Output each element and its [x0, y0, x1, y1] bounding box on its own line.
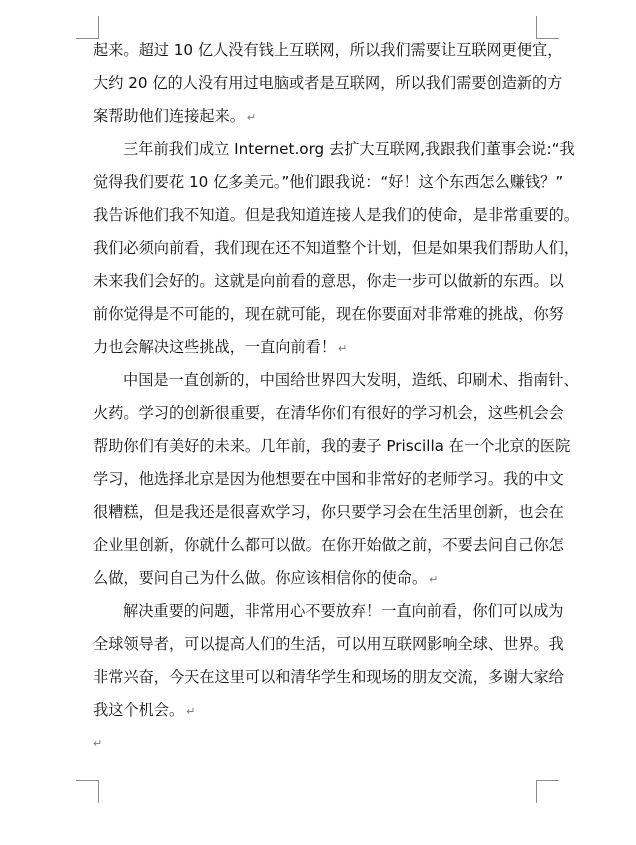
- text-line: 起来。超过 10 亿人没有钱上互联网，所以我们需要让互联网更便宜，: [93, 41, 563, 59]
- text-line-content: 力也会解决这些挑战，一直向前看！: [93, 338, 336, 356]
- text-line: 前你觉得是不可能的，现在就可能，现在你要面对非常难的挑战，你努: [93, 305, 564, 323]
- text-line: 中国是一直创新的，中国给世界四大发明，造纸、印刷术、指南针、: [123, 371, 579, 389]
- paragraph-2: [93, 133, 579, 364]
- text-line: 未来我们会好的。这就是向前看的意思，你走一步可以做新的东西。以: [93, 272, 564, 290]
- text-line: 三年前我们成立 Internet.org 去扩大互联网,我跟我们董事会说:“我: [123, 140, 575, 158]
- paragraph-mark-icon: ↵: [186, 705, 196, 718]
- text-line: 火药。学习的创新很重要，在清华你们有很好的学习机会，这些机会会: [93, 404, 564, 422]
- text-line: 我告诉他们我不知道。但是我知道连接人是我们的使命，是非常重要的。: [93, 206, 579, 224]
- paragraph-1: [93, 34, 563, 133]
- bottom-left-crop-mark: [76, 780, 99, 803]
- text-line: [93, 694, 545, 727]
- text-line-content: 我这个机会。: [93, 701, 185, 719]
- text-line: 全球领导者，可以提高人们的生活，可以用互联网影响全球、世界。我: [93, 635, 564, 653]
- paragraph-mark-icon: ↵: [429, 573, 439, 586]
- text-line: 觉得我们要花 10 亿多美元。”他们跟我说：“好！这个东西怎么赚钱？”: [93, 173, 564, 191]
- text-line: 帮助你们有美好的未来。几年前，我的妻子 Priscilla 在一个北京的医院: [93, 437, 571, 455]
- text-line-content: 么做，要问自己为什么做。你应该相信你的使命。: [93, 569, 428, 587]
- text-line: 解决重要的问题，非常用心不要放弃！一直向前看，你们可以成为: [123, 602, 564, 620]
- paragraph-mark-icon: ↵: [338, 342, 348, 355]
- paragraph-mark-icon: ↵: [246, 111, 257, 124]
- empty-paragraph-mark-icon: ↵: [93, 737, 103, 750]
- text-line-content: 案帮助他们连接起来。: [93, 107, 245, 125]
- text-line: [93, 331, 545, 364]
- text-line: 企业里创新，你就什么都可以做。在你开始做之前，不要去问自己你怎: [93, 536, 564, 554]
- text-line: 大约 20 亿的人没有用过电脑或者是互联网，所以我们需要创造新的方: [93, 74, 563, 92]
- document-body: [93, 34, 579, 760]
- paragraph-3: [93, 364, 579, 595]
- text-line: [93, 100, 545, 133]
- bottom-right-crop-mark: [536, 780, 559, 803]
- text-line: 我们必须向前看，我们现在还不知道整个计划，但是如果我们帮助人们，: [93, 239, 579, 257]
- paragraph-4: [93, 595, 564, 727]
- text-line: 学习，他选择北京是因为他想要在中国和非常好的老师学习。我的中文: [93, 470, 564, 488]
- text-line: 非常兴奋，今天在这里可以和清华学生和现场的朋友交流，多谢大家给: [93, 668, 564, 686]
- text-line: 很糟糕，但是我还是很喜欢学习，你只要学习会在生活里创新，也会在: [93, 503, 564, 521]
- text-line: [93, 562, 545, 595]
